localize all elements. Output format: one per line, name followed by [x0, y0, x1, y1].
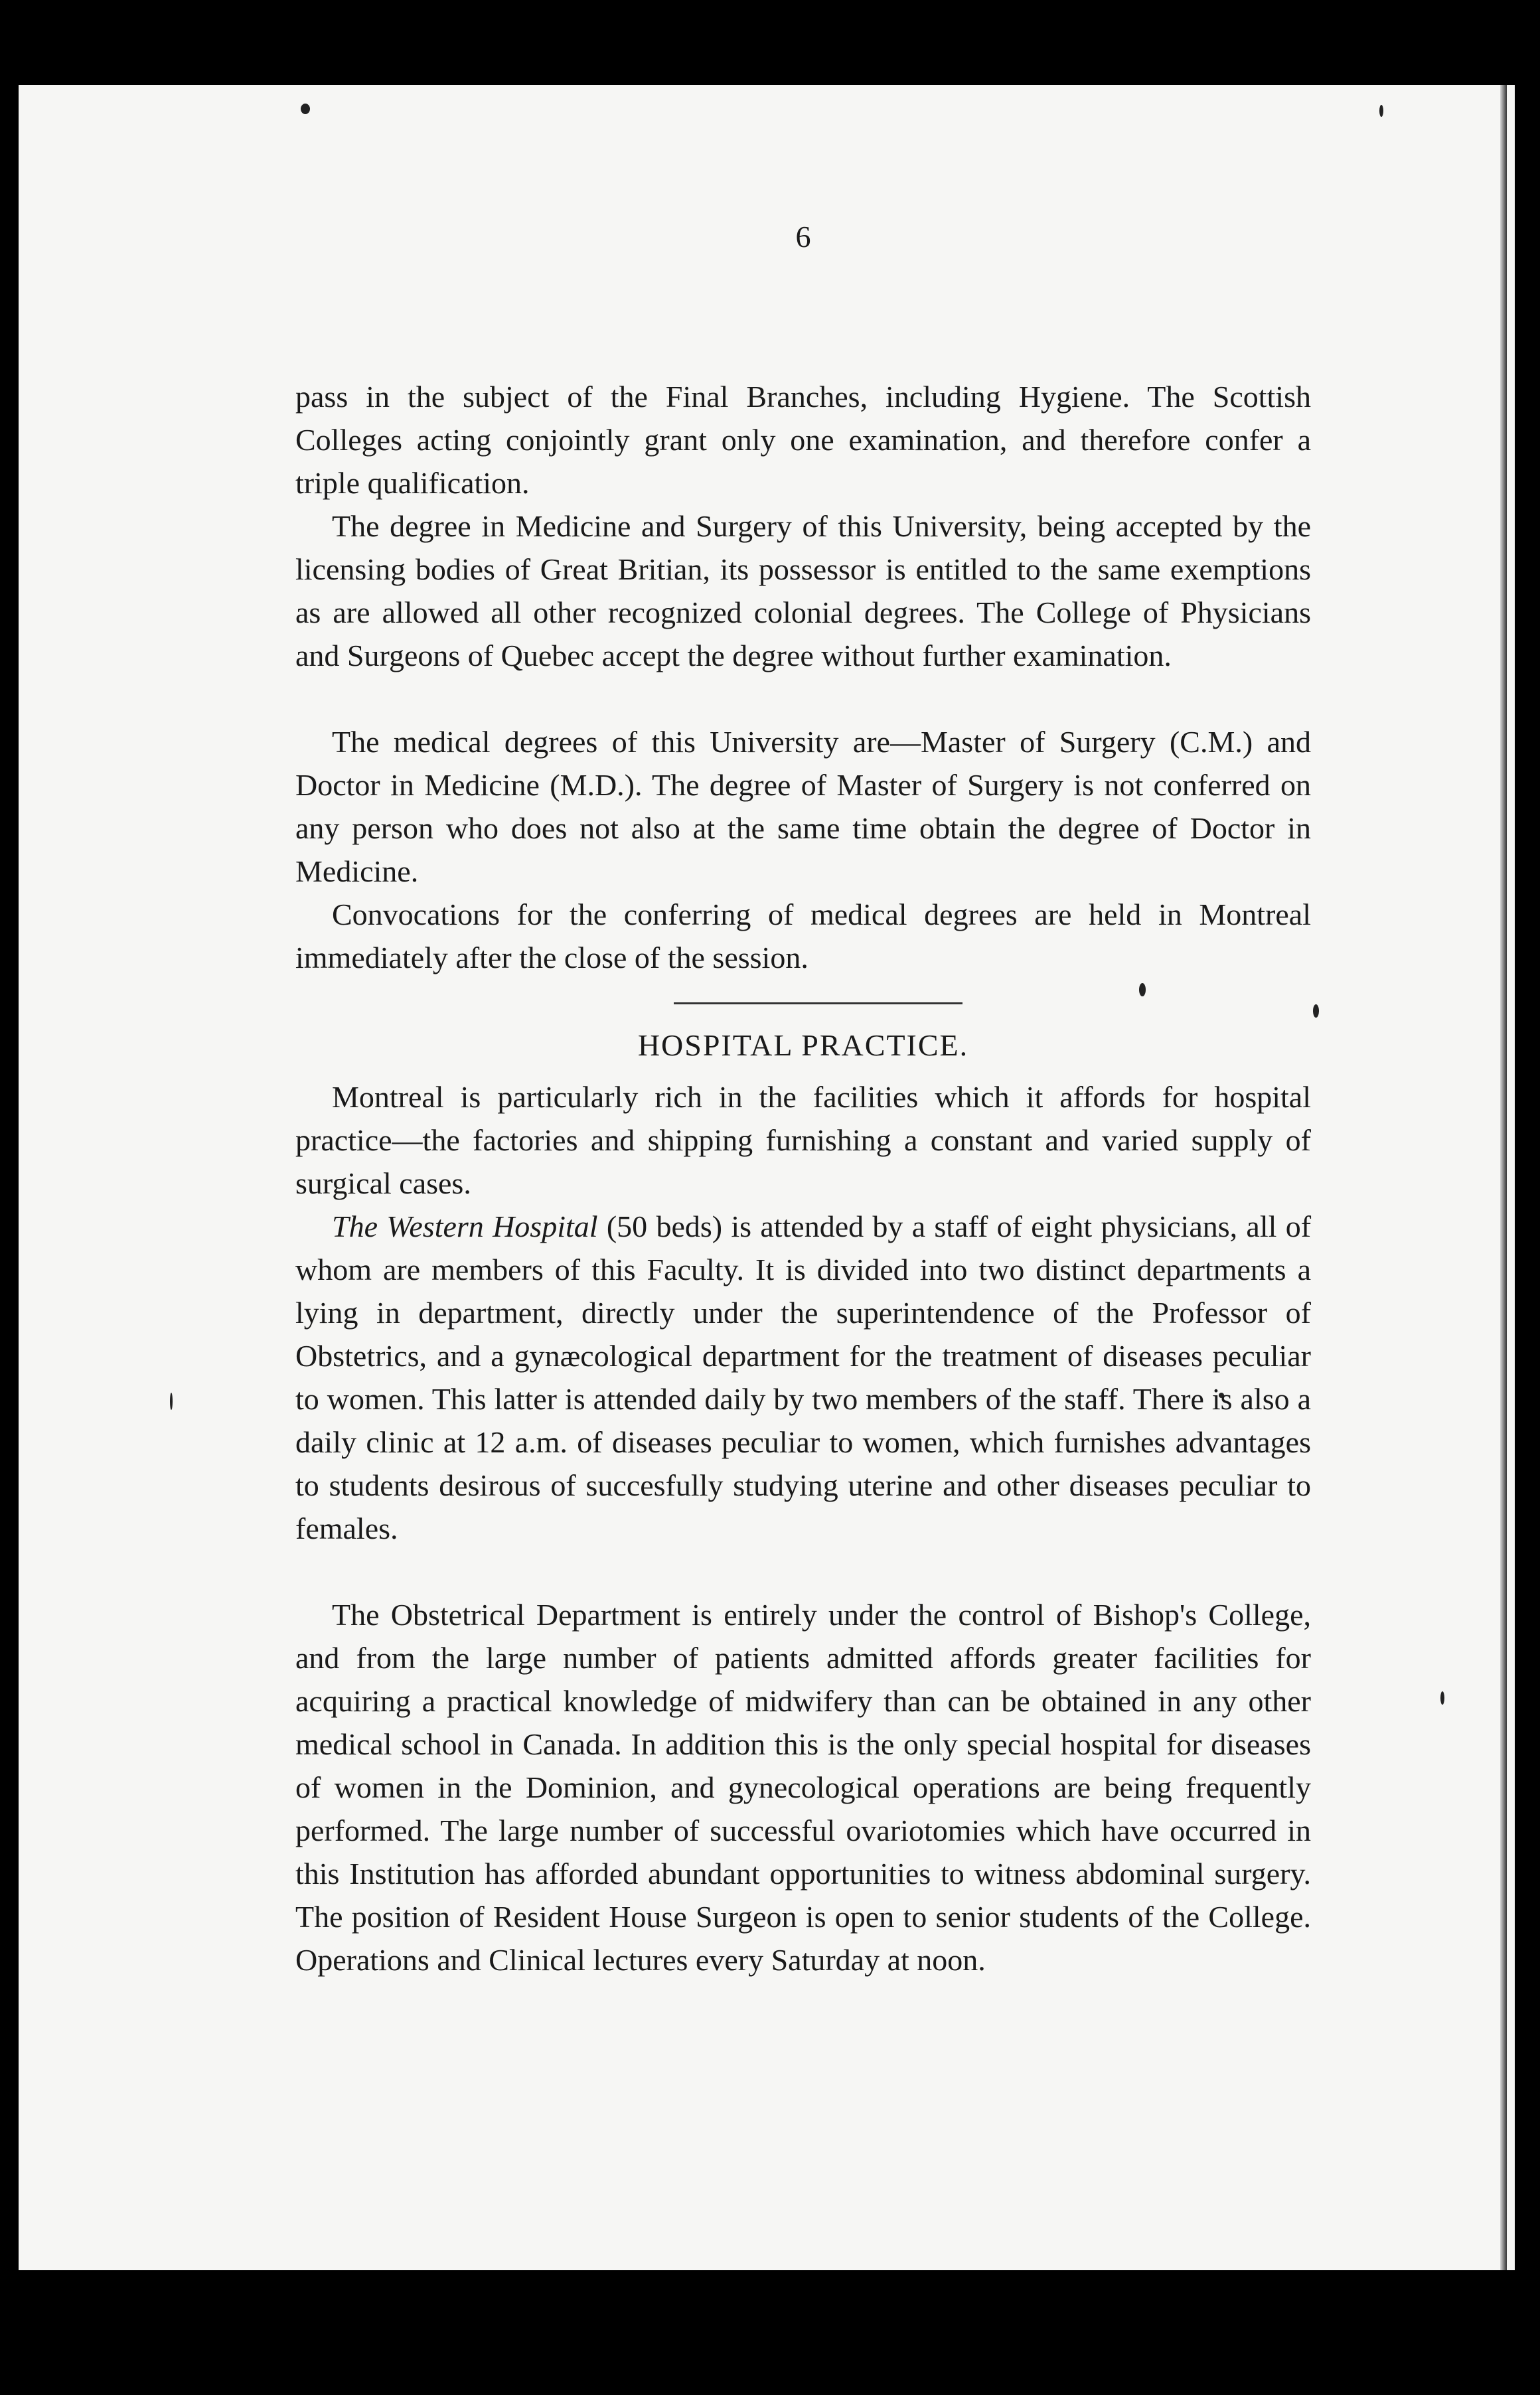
page-number: 6 — [795, 220, 811, 254]
paragraph-hospital-intro: Montreal is particularly rich in the facilities which it affords for hospital practice—the factories and shipping furnishing a constant and varied supply of surgical cases. — [295, 1080, 1311, 1200]
western-hospital-name: The Western Hospital — [332, 1209, 598, 1243]
ink-speck — [170, 1393, 173, 1410]
scan-border-right — [1515, 0, 1540, 2395]
scan-border-top — [0, 0, 1540, 85]
ink-speck — [1313, 1004, 1319, 1018]
ink-speck — [1139, 983, 1146, 996]
paragraph-obstetrical-department: The Obstetrical Department is entirely under the control of Bishop's College, and from the large number of patients admitted affords greater facilities for acquiring a practical knowledge of midwifery than can be obtained in any other medical school in Canada. In addition this is the only special hospital for diseases of women in the Dominion, and gynecological operations are being frequently performed. The large number of successful ovariotomies which have occurred in this Institution has afforded abundant opportunities to witness abdominal surgery. The position of Resident House Surgeon is open to senior students of the College. Operations and Clinical lectures every Saturday at noon. — [295, 1598, 1311, 1977]
ink-speck — [1379, 105, 1383, 117]
paragraph-medical-degrees: The medical degrees of this University are—Master of Surgery (C.M.) and Doctor in Medicine (M.D.). The degree of Master of Surgery is not conferred on any person who does not also at the same time obtain the degree of Doctor in Medicine. — [295, 725, 1311, 888]
ink-speck — [1440, 1691, 1444, 1705]
ink-speck — [301, 104, 310, 114]
scan-border-left — [0, 0, 19, 2395]
scan-border-bottom — [0, 2270, 1540, 2395]
western-hospital-text: (50 beds) is attended by a staff of eight physicians, all of whom are members of this Faculty. It is divided into two distinct departments a lying in department, directly under the superintendence of the Professor of Obstetrics, and a gynæcological department for the treatment of diseases peculiar to women. This latter is attended daily by two members of the staff. There is also a daily clinic at 12 a.m. of diseases peculiar to women, which furnishes advantages to students desirous of succesfully studying uterine and other diseases peculiar to females. — [295, 1209, 1312, 1545]
section-divider — [674, 1002, 963, 1004]
page-edge-shadow — [1500, 85, 1507, 2270]
section-heading: HOSPITAL PRACTICE. — [637, 1028, 969, 1062]
paragraph-convocations: Convocations for the conferring of medical degrees are held in Montreal immediately after the close of the session. — [295, 897, 1311, 974]
paragraph-final-branches: pass in the subject of the Final Branches, including Hygiene. The Scottish Colleges acting conjointly grant only one examination, and therefore confer a triple qualification. — [295, 380, 1311, 500]
paragraph-western-hospital — [295, 1205, 1311, 1550]
paragraph-degree-recognition: The degree in Medicine and Surgery of this University, being accepted by the licensing bodies of Great Britian, its possessor is entitled to the same exemptions as are allowed all other recognized colonial degrees. The College of Physicians and Surgeons of Quebec accept the degree without further examination. — [295, 509, 1311, 672]
